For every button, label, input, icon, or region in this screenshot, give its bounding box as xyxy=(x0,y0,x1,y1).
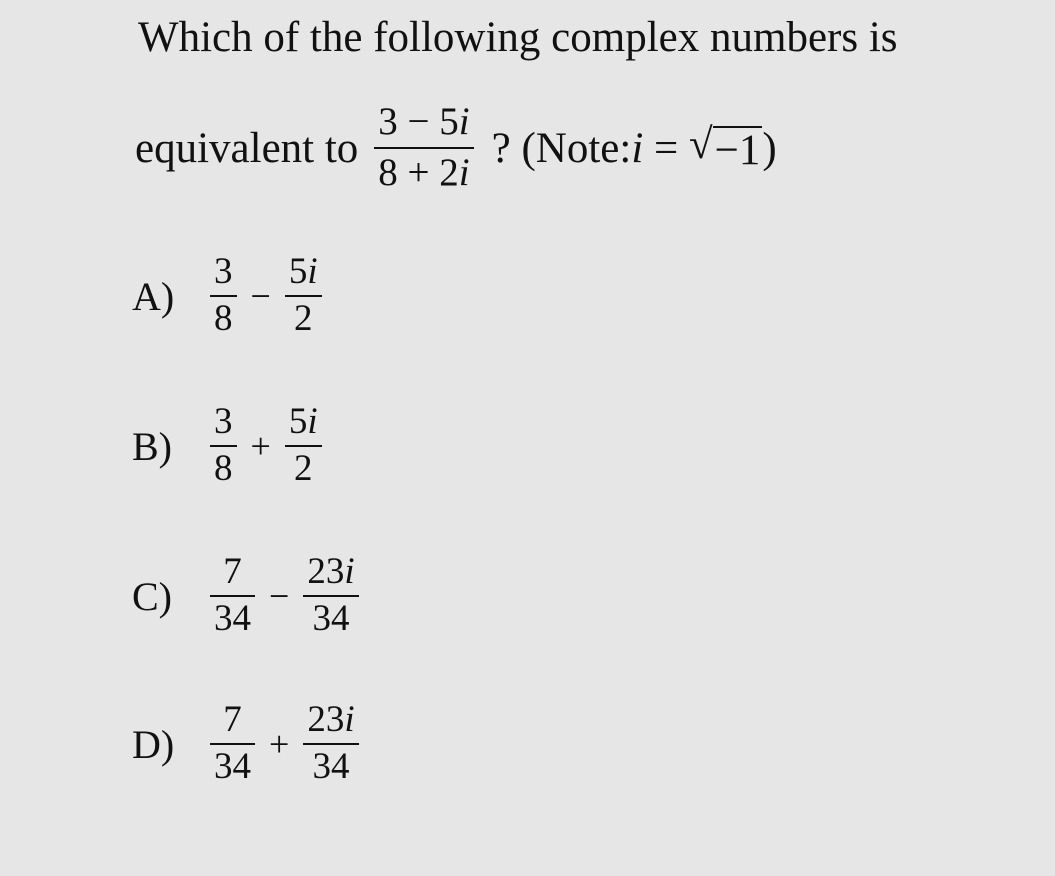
choice-letter: A) xyxy=(132,273,175,319)
note-i: i xyxy=(631,124,644,172)
fraction-bar xyxy=(285,445,322,447)
choice-operator: − xyxy=(250,276,271,316)
choice-operator: + xyxy=(269,724,290,764)
numerator: 7 xyxy=(223,551,242,593)
fraction-bar xyxy=(210,743,255,745)
denominator: 2 xyxy=(293,298,313,339)
choice-letter: C) xyxy=(132,573,172,619)
numerator: 3 xyxy=(214,251,233,293)
fraction-bar xyxy=(303,743,358,745)
denominator: 8 xyxy=(214,448,233,489)
question-fraction xyxy=(374,101,473,195)
choice-fraction-1 xyxy=(210,700,255,787)
sqrt-sign: √ xyxy=(689,120,713,168)
square-root xyxy=(689,120,762,174)
numerator: 5i xyxy=(288,401,318,443)
denominator: 8 xyxy=(214,298,233,339)
fraction-bar xyxy=(303,595,358,597)
choice-operator: − xyxy=(269,576,290,616)
choice-fraction-1 xyxy=(210,252,237,339)
denominator: 2 xyxy=(293,448,313,489)
numerator: 5i xyxy=(288,251,318,293)
choice-fraction-2 xyxy=(303,700,358,787)
choice-letter: B) xyxy=(132,423,172,469)
choice-d[interactable] xyxy=(132,694,359,794)
denominator: 34 xyxy=(214,598,251,639)
choice-c[interactable] xyxy=(132,546,359,646)
numerator: 7 xyxy=(223,699,242,741)
choice-fraction-1 xyxy=(210,402,237,489)
question-fraction-denominator: 8 + 2i xyxy=(378,151,470,194)
choice-fraction-2 xyxy=(285,402,322,489)
numerator: 23i xyxy=(307,699,355,741)
choice-letter: D) xyxy=(132,721,175,767)
question-prefix: equivalent to xyxy=(135,124,359,172)
choice-b[interactable] xyxy=(132,396,322,496)
numerator: 23i xyxy=(307,551,355,593)
note-open: ? (Note: xyxy=(491,124,632,172)
denominator: 34 xyxy=(312,746,350,787)
choice-fraction-1 xyxy=(210,552,255,639)
denominator: 34 xyxy=(214,746,251,787)
note-equals: = xyxy=(643,124,690,172)
denominator: 34 xyxy=(312,598,350,639)
fraction-bar xyxy=(210,295,237,297)
fraction-bar xyxy=(285,295,322,297)
choice-a[interactable] xyxy=(132,246,322,346)
fraction-bar xyxy=(374,147,473,149)
fraction-bar xyxy=(210,595,255,597)
numerator: 3 xyxy=(214,401,233,443)
sqrt-content: −1 xyxy=(714,126,761,174)
choice-fraction-2 xyxy=(285,252,322,339)
fraction-bar xyxy=(210,445,237,447)
choice-operator: + xyxy=(250,426,271,466)
note-close: ) xyxy=(762,124,777,172)
question-text-line2 xyxy=(135,96,777,200)
question-fraction-numerator: 3 − 5i xyxy=(378,100,470,144)
choice-fraction-2 xyxy=(303,552,358,639)
question-text-line1: Which of the following complex numbers is xyxy=(138,14,898,61)
